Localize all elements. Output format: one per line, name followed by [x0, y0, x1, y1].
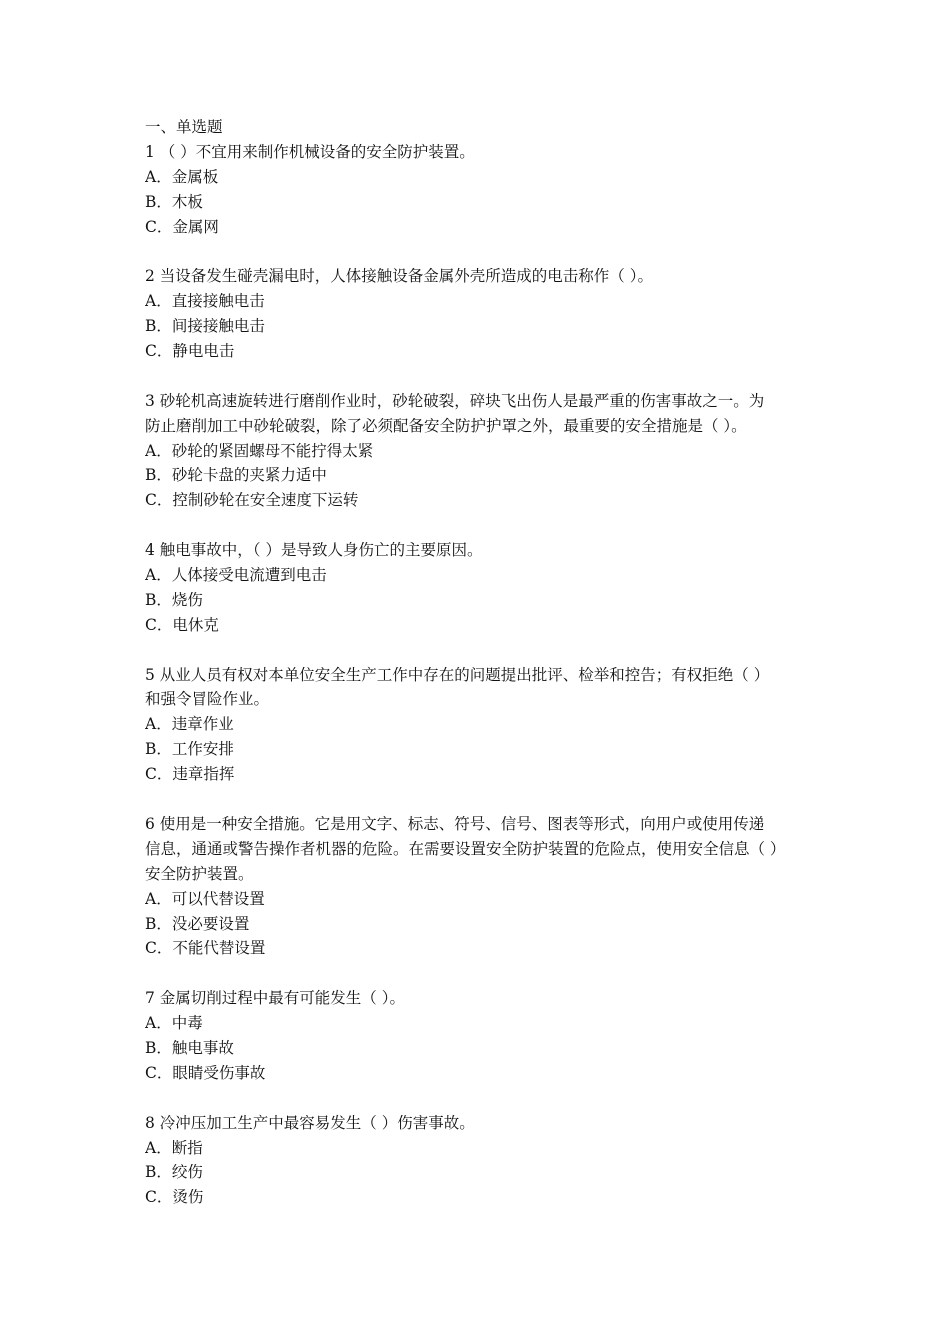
option-a: A．人体接受电流遭到电击: [145, 566, 327, 585]
option-b: B．工作安排: [145, 740, 234, 759]
option-list: [145, 439, 810, 514]
option-c: C．不能代替设置: [145, 939, 266, 958]
question-text: 8 冷冲压加工生产中最容易发生（ ）伤害事故。: [145, 1113, 475, 1132]
document-page: [145, 115, 810, 1210]
option-b: B．没必要设置: [145, 914, 250, 933]
option-b: B．砂轮卡盘的夹紧力适中: [145, 466, 327, 485]
option-a: A．砂轮的紧固螺母不能拧得太紧: [145, 441, 374, 460]
option-list: [145, 289, 810, 364]
spacer: [145, 961, 810, 986]
option-a: A．违章作业: [145, 715, 234, 734]
option-a: A．中毒: [145, 1014, 203, 1033]
option-list: [145, 1136, 810, 1211]
option-b: B．烧伤: [145, 590, 203, 609]
option-list: [145, 563, 810, 638]
spacer: [145, 513, 810, 538]
question-6: [145, 812, 810, 986]
question-text: 2 当设备发生碰壳漏电时，人体接触设备金属外壳所造成的电击称作（ ）。: [145, 267, 653, 286]
option-c: C．违章指挥: [145, 765, 235, 784]
option-c: C．烫伤: [145, 1188, 204, 1207]
question-text: 7 金属切削过程中最有可能发生（ ）。: [145, 989, 405, 1008]
spacer: [145, 364, 810, 389]
option-a: A．直接接触电击: [145, 292, 265, 311]
question-4: [145, 538, 810, 662]
spacer: [145, 239, 810, 264]
question-text: 4 触电事故中，（ ）是导致人身伤亡的主要原因。: [145, 541, 483, 560]
question-8: [145, 1111, 810, 1211]
section-title: 一、单选题: [145, 118, 223, 136]
option-c: C．眼睛受伤事故: [145, 1063, 266, 1082]
question-text: 和强令冒险作业。: [145, 690, 270, 709]
question-5: [145, 663, 810, 812]
question-text: 防止磨削加工中砂轮破裂，除了必须配备安全防护护罩之外，最重要的安全措施是（ ）。: [145, 416, 747, 435]
option-b: B．触电事故: [145, 1038, 234, 1057]
option-c: C．控制砂轮在安全速度下运转: [145, 491, 359, 510]
question-7: [145, 986, 810, 1110]
question-text: 6 使用是一种安全措施。它是用文字、标志、符号、信号、图表等形式，向用户或使用传递: [145, 814, 765, 833]
question-list: [145, 140, 810, 1210]
question-text: 信息，通通或警告操作者机器的危险。在需要设置安全防护装置的危险点，使用安全信息（ ）: [145, 839, 786, 858]
option-a: A．断指: [145, 1138, 203, 1157]
option-c: C．金属网: [145, 217, 219, 236]
option-c: C．静电电击: [145, 342, 235, 361]
option-b: B．间接接触电击: [145, 317, 265, 336]
spacer: [145, 787, 810, 812]
option-list: [145, 1011, 810, 1086]
question-text: 3 砂轮机高速旋转进行磨削作业时，砂轮破裂，碎块飞出伤人是最严重的伤害事故之一。为: [145, 391, 765, 410]
spacer: [145, 1086, 810, 1111]
question-1: [145, 140, 810, 264]
option-list: [145, 712, 810, 787]
spacer: [145, 638, 810, 663]
question-text: 5 从业人员有权对本单位安全生产工作中存在的问题提出批评、检举和控告；有权拒绝（ ）: [145, 665, 770, 684]
option-b: B．绞伤: [145, 1163, 203, 1182]
question-text: 1 （ ）不宜用来制作机械设备的安全防护装置。: [145, 142, 475, 161]
question-text: 安全防护装置。: [145, 864, 254, 883]
option-list: [145, 887, 810, 962]
question-3: [145, 389, 810, 538]
option-c: C．电休克: [145, 615, 219, 634]
option-b: B．木板: [145, 192, 203, 211]
option-a: A．可以代替设置: [145, 889, 265, 908]
question-2: [145, 264, 810, 388]
option-a: A．金属板: [145, 167, 219, 186]
option-list: [145, 165, 810, 240]
